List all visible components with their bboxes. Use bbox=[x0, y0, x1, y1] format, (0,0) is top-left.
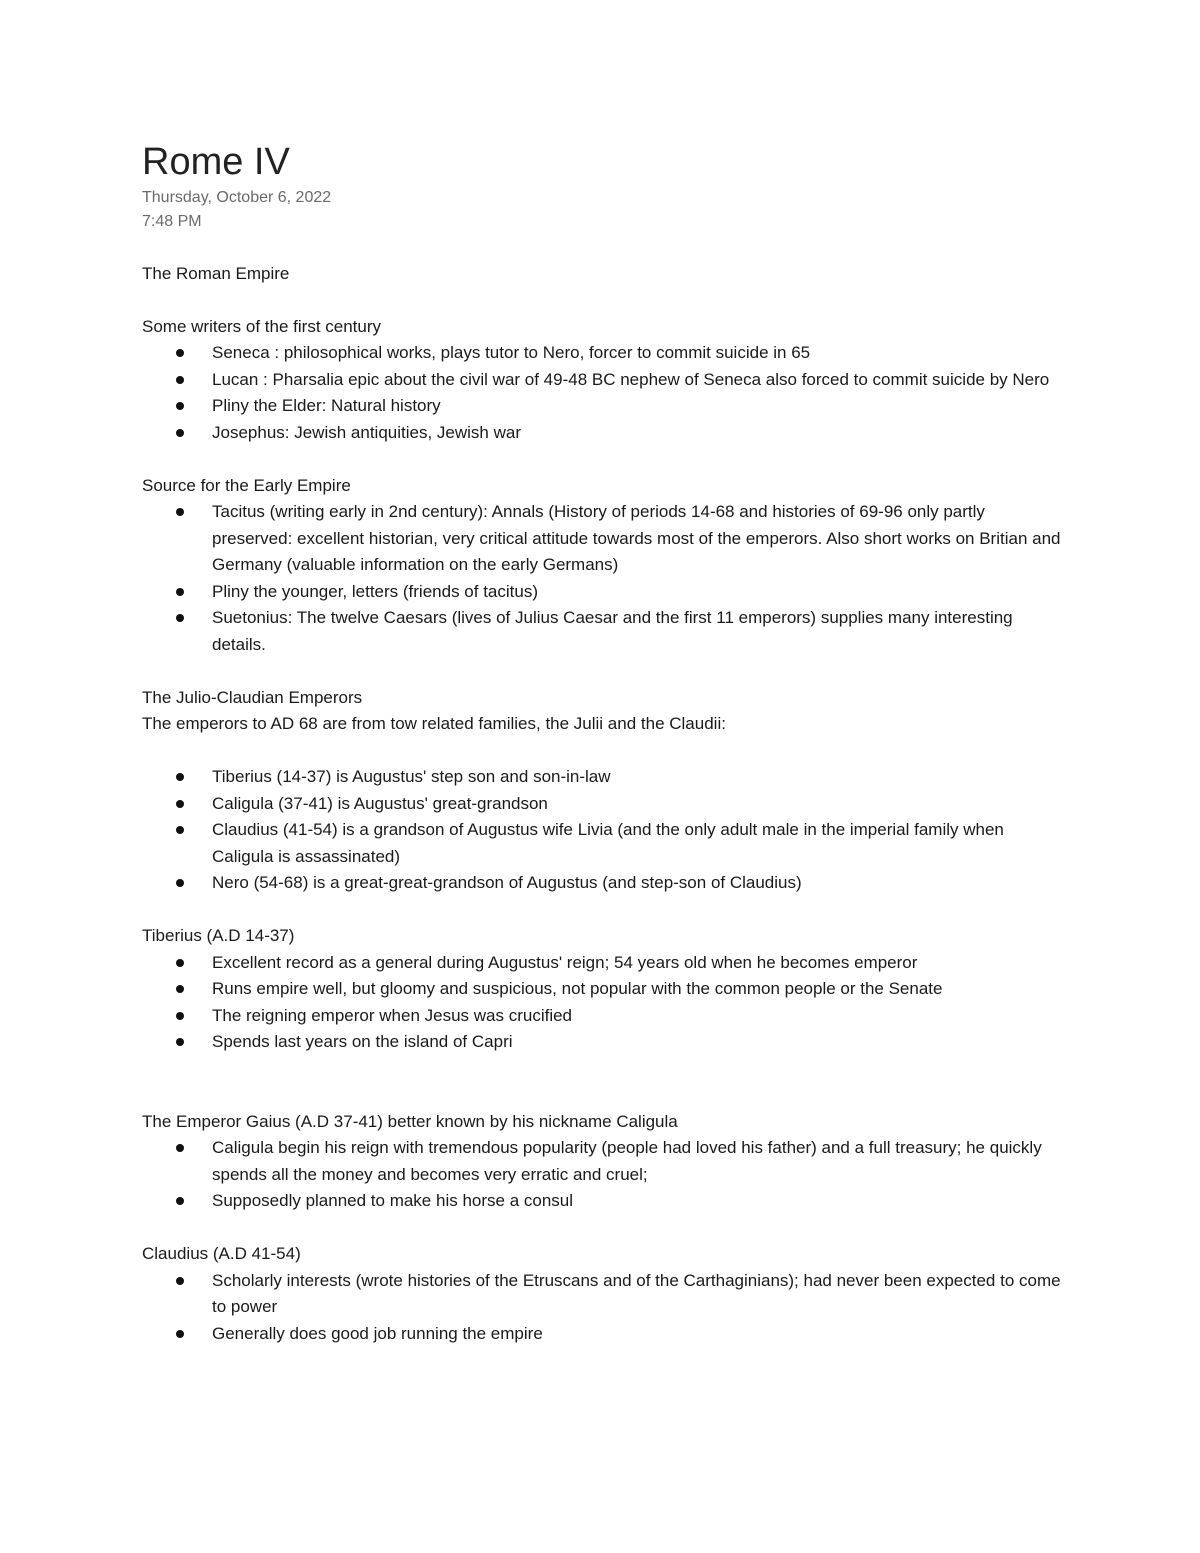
bullet-icon bbox=[176, 402, 184, 410]
bullet-icon bbox=[176, 1330, 184, 1338]
bullet-icon bbox=[176, 800, 184, 808]
bullet-icon bbox=[176, 376, 184, 384]
bullet-icon bbox=[176, 614, 184, 622]
bullet-list bbox=[142, 340, 1062, 446]
bullet-icon bbox=[176, 429, 184, 437]
list-item: Runs empire well, but gloomy and suspicious, not popular with the common people or the Senate bbox=[212, 976, 1062, 1003]
bullet-icon bbox=[176, 1277, 184, 1285]
list-item: Spends last years on the island of Capri bbox=[212, 1029, 1062, 1056]
section-heading: Tiberius (A.D 14-37) bbox=[142, 926, 295, 945]
list-item: Pliny the younger, letters (friends of tacitus) bbox=[212, 579, 1062, 606]
list-item: Pliny the Elder: Natural history bbox=[212, 393, 1062, 420]
bullet-list bbox=[142, 764, 1062, 897]
list-item: Nero (54-68) is a great-great-grandson of Augustus (and step-son of Claudius) bbox=[212, 870, 1062, 897]
section-heading: The Roman Empire bbox=[142, 263, 290, 283]
list-item: Caligula (37-41) is Augustus' great-grandson bbox=[212, 791, 1062, 818]
list-item: Scholarly interests (wrote histories of the Etruscans and of the Carthaginians); had never been expected to come to power bbox=[212, 1268, 1062, 1321]
list-item: Supposedly planned to make his horse a consul bbox=[212, 1188, 1062, 1215]
bullet-icon bbox=[176, 588, 184, 596]
note-body bbox=[142, 234, 1062, 1347]
list-item: The reigning emperor when Jesus was crucified bbox=[212, 1003, 1062, 1030]
note-page bbox=[142, 138, 1062, 1347]
bullet-icon bbox=[176, 1012, 184, 1020]
list-item: Generally does good job running the empire bbox=[212, 1321, 1062, 1348]
list-item: Tacitus (writing early in 2nd century): Annals (History of periods 14-68 and histories of 69-96 only partly preserved: excellent historian, very critical attitude towards most of the emperors. Also short works on Britian and Germany (valuable information on the early Germans) bbox=[212, 499, 1062, 579]
bullet-icon bbox=[176, 826, 184, 834]
section-heading: The Julio-Claudian Emperors bbox=[142, 687, 363, 707]
bullet-icon bbox=[176, 773, 184, 781]
list-item: Suetonius: The twelve Caesars (lives of Julius Caesar and the first 11 emperors) supplies many interesting details. bbox=[212, 605, 1062, 658]
bullet-icon bbox=[176, 879, 184, 887]
bullet-list bbox=[142, 499, 1062, 658]
note-date: Thursday, October 6, 2022 bbox=[142, 189, 332, 206]
list-item: Seneca : philosophical works, plays tutor to Nero, forcer to commit suicide in 65 bbox=[212, 340, 1062, 367]
section-heading: Some writers of the first century bbox=[142, 316, 382, 336]
note-time: 7:48 PM bbox=[142, 213, 202, 230]
bullet-icon bbox=[176, 349, 184, 357]
bullet-icon bbox=[176, 1144, 184, 1152]
list-item: Excellent record as a general during Augustus' reign; 54 years old when he becomes emperor bbox=[212, 950, 1062, 977]
section-heading: Source for the Early Empire bbox=[142, 475, 351, 495]
section-heading: The Emperor Gaius (A.D 37-41) better known by his nickname Caligula bbox=[142, 1111, 678, 1131]
list-item: Claudius (41-54) is a grandson of Augustus wife Livia (and the only adult male in the imperial family when Caligula is assassinated) bbox=[212, 817, 1062, 870]
note-title: Rome IV bbox=[142, 141, 290, 183]
list-item: Tiberius (14-37) is Augustus' step son and son-in-law bbox=[212, 764, 1062, 791]
section-heading: Claudius (A.D 41-54) bbox=[142, 1244, 301, 1263]
bullet-icon bbox=[176, 959, 184, 967]
section-intro: The emperors to AD 68 are from tow related families, the Julii and the Claudii: bbox=[142, 714, 726, 733]
list-item: Lucan : Pharsalia epic about the civil war of 49-48 BC nephew of Seneca also forced to commit suicide by Nero bbox=[212, 367, 1062, 394]
bullet-icon bbox=[176, 1197, 184, 1205]
bullet-list bbox=[142, 1268, 1062, 1348]
list-item: Caligula begin his reign with tremendous popularity (people had loved his father) and a full treasury; he quickly spends all the money and becomes very erratic and cruel; bbox=[212, 1135, 1062, 1188]
bullet-list bbox=[142, 1135, 1062, 1215]
bullet-list bbox=[142, 950, 1062, 1056]
bullet-icon bbox=[176, 508, 184, 516]
bullet-icon bbox=[176, 985, 184, 993]
bullet-icon bbox=[176, 1038, 184, 1046]
list-item: Josephus: Jewish antiquities, Jewish war bbox=[212, 420, 1062, 447]
